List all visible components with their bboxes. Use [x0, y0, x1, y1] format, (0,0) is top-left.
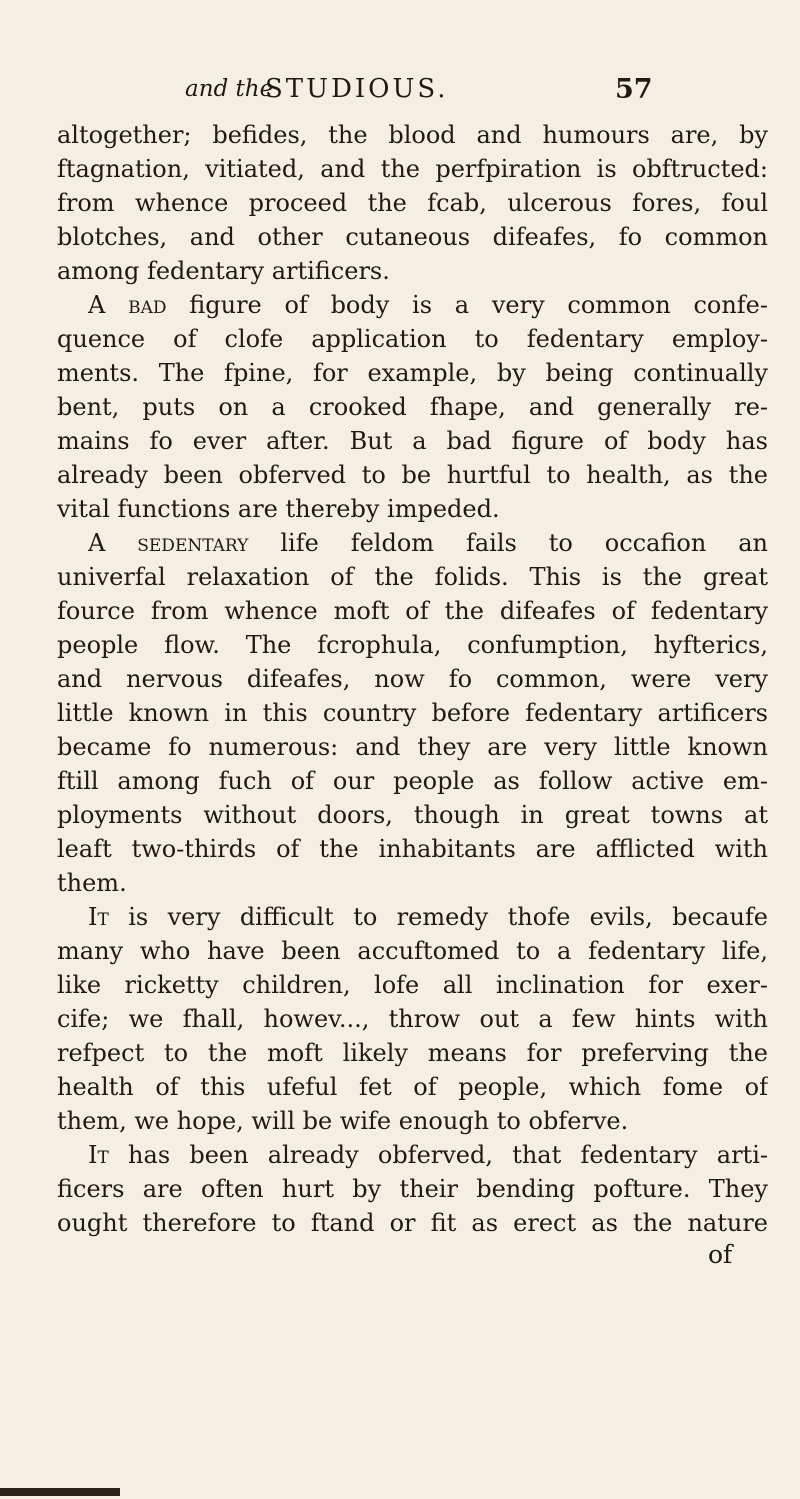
text-line: A sedentary life feldom fails to occafion an: [88, 529, 768, 557]
text-line: leaft two-thirds of the inhabitants are afflicted with: [57, 835, 768, 863]
text-line: health of this ufeful fet of people, which fome of: [57, 1073, 768, 1101]
text-line: ficers are often hurt by their bending pofture. They: [57, 1175, 768, 1203]
text-line: fource from whence moft of the difeafes of fedentary: [57, 597, 768, 625]
text-line: ought therefore to ftand or fit as erect as the nature: [57, 1209, 768, 1237]
text-line: It is very difficult to remedy thofe evils, becaufe: [88, 903, 768, 931]
running-header: [185, 72, 685, 112]
paragraph-lead: A sedentary: [88, 529, 249, 557]
text-line: It has been already obferved, that fedentary arti-: [88, 1141, 768, 1169]
text-line: ftagnation, vitiated, and the perfpiration is obftructed:: [57, 155, 768, 183]
text-line: many who have been accuftomed to a fedentary life,: [57, 937, 768, 965]
paragraph-lead: It: [88, 1141, 109, 1169]
catchword: of: [708, 1240, 733, 1269]
text-line: refpect to the moft likely means for preferving the: [57, 1039, 768, 1067]
text-line: among fedentary artificers.: [57, 257, 390, 285]
text-line: little known in this country before fedentary artificers: [57, 699, 768, 727]
text-line: A bad figure of body is a very common confe-: [88, 291, 768, 319]
text-line: and nervous difeafes, now fo common, were very: [57, 665, 768, 693]
text-line: altogether; befides, the blood and humours are, by: [57, 121, 768, 149]
paragraph-lead: A bad: [88, 291, 167, 319]
text-line: them, we hope, will be wife enough to obferve.: [57, 1107, 629, 1135]
page-edge-shadow: [0, 1488, 120, 1496]
text-line: bent, puts on a crooked fhape, and generally re-: [57, 393, 768, 421]
running-head-title: STUDIOUS.: [265, 74, 449, 104]
text-line: like ricketty children, lofe all inclination for exer-: [57, 971, 768, 999]
text-line: univerfal relaxation of the folids. This is the great: [57, 563, 768, 591]
text-line: mains fo ever after. But a bad figure of body has: [57, 427, 768, 455]
text-line: blotches, and other cutaneous difeafes, fo common: [57, 223, 768, 251]
paragraph-lead: It: [88, 903, 109, 931]
running-head-italic: and the: [185, 76, 274, 102]
page-number: 57: [615, 74, 653, 105]
text-line: people flow. The fcrophula, confumption, hyfterics,: [57, 631, 768, 659]
text-line: became fo numerous: and they are very little known: [57, 733, 768, 761]
text-line: cife; we fhall, howev..., throw out a few hints with: [57, 1005, 768, 1033]
text-line: ftill among fuch of our people as follow active em-: [57, 767, 768, 795]
text-line: them.: [57, 869, 127, 897]
text-line: ployments without doors, though in great towns at: [57, 801, 768, 829]
text-line: from whence proceed the fcab, ulcerous fores, foul: [57, 189, 768, 217]
text-line: quence of clofe application to fedentary employ-: [57, 325, 768, 353]
text-line: ments. The fpine, for example, by being continually: [57, 359, 768, 387]
text-line: already been obferved to be hurtful to health, as the: [57, 461, 768, 489]
text-line: vital functions are thereby impeded.: [57, 495, 500, 523]
